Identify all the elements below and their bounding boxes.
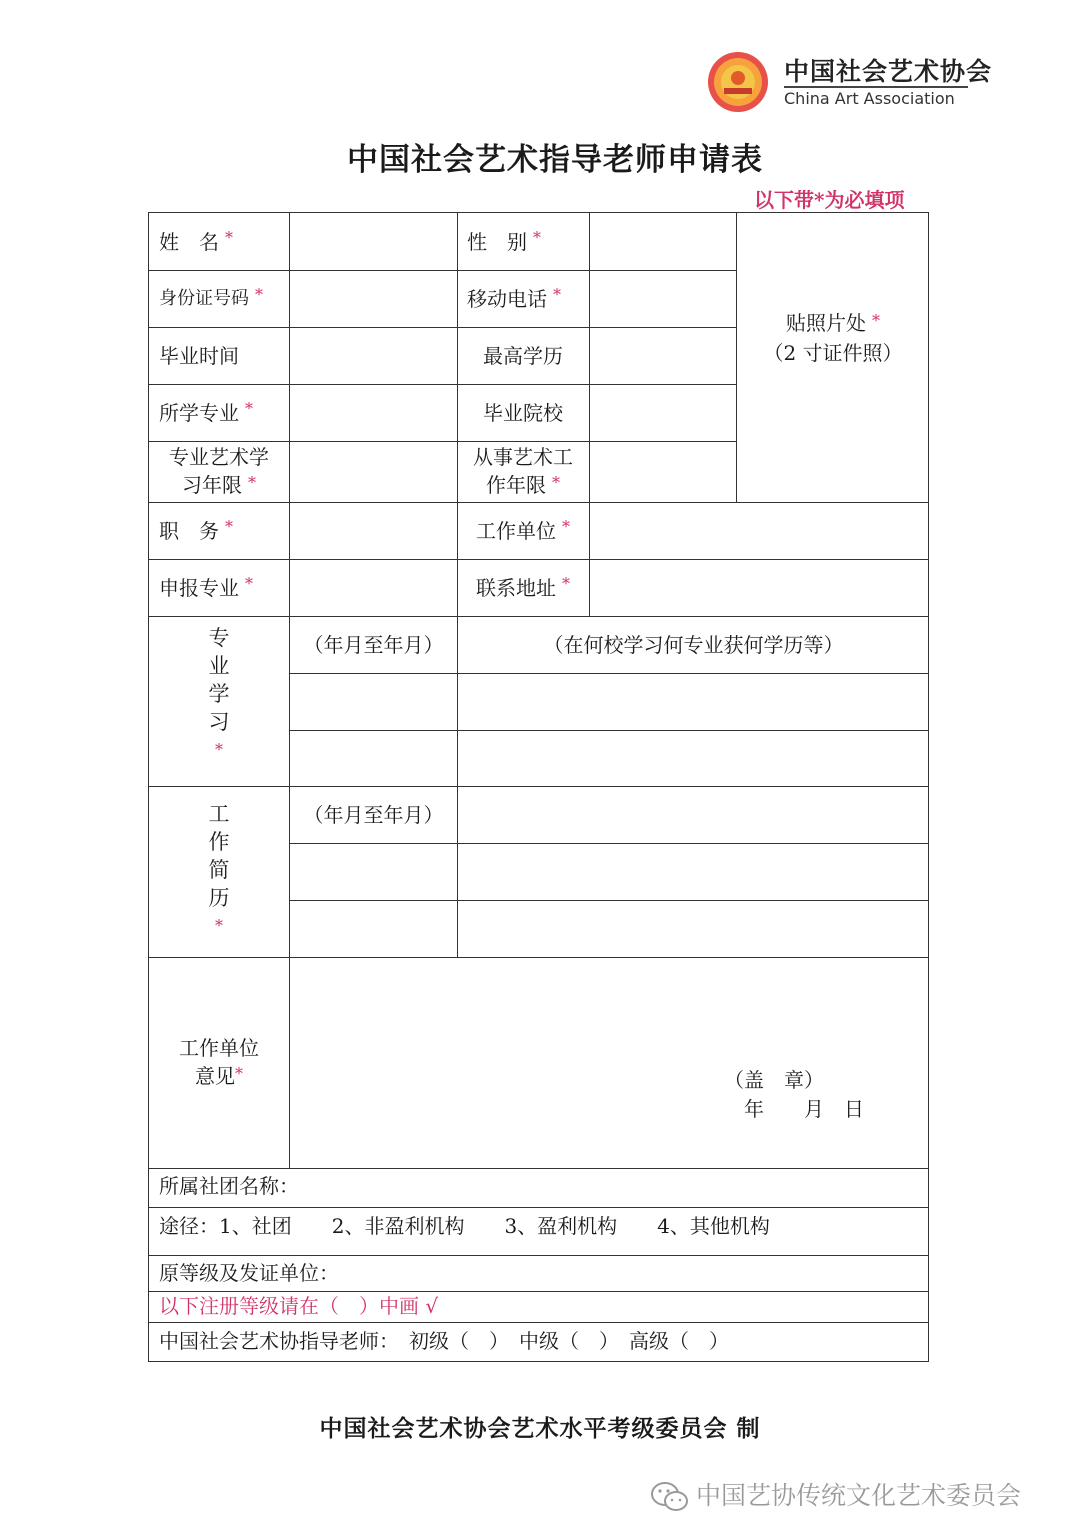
opinion-input[interactable] (290, 957, 929, 1168)
logo-english-name: China Art Association (784, 89, 955, 108)
photo-label: 贴照片处 (786, 310, 866, 335)
issuer-footer: 中国社会艺术协会艺术水平考级委员会 制 (319, 1415, 761, 1442)
work-detail-input[interactable] (458, 900, 929, 957)
photo-area[interactable]: 贴照片处 * （2 寸证件照） (763, 310, 903, 365)
study-detail-input[interactable] (458, 730, 929, 786)
art-work-years-input[interactable] (590, 441, 736, 502)
seal-emblem-icon (706, 50, 770, 114)
major-input[interactable] (290, 384, 457, 441)
art-study-years-input[interactable] (290, 441, 457, 502)
logo-divider (784, 86, 968, 88)
education-input[interactable] (590, 327, 736, 384)
work-section-label: 工 作 简 历 * (208, 802, 230, 935)
name-label: 姓 名 * (159, 227, 233, 254)
work-unit-label: 工作单位 * (476, 516, 570, 543)
education-label: 最高学历 (483, 343, 563, 368)
address-input[interactable] (590, 559, 929, 616)
opinion-label: 工作单位 意见* (179, 1035, 259, 1088)
grad-time-input[interactable] (290, 327, 457, 384)
required-note: 以下带*为必填项 (754, 188, 905, 212)
study-section-label: 专 业 学 习 * (208, 626, 230, 759)
apply-major-input[interactable] (290, 559, 457, 616)
study-period-header: （年月至年月） (303, 632, 444, 657)
level-options[interactable]: 中国社会艺术协指导老师： 初级（ ） 中级（ ） 高级（ ） (159, 1329, 729, 1353)
work-period-input[interactable] (290, 900, 457, 957)
gender-label: 性 别 * (467, 227, 541, 254)
address-label: 联系地址 * (476, 573, 570, 600)
association-logo (706, 50, 993, 114)
mobile-label: 移动电话 * (467, 284, 561, 311)
study-detail-input[interactable] (458, 673, 929, 730)
watermark (650, 1476, 1021, 1513)
position-input[interactable] (290, 502, 457, 559)
school-label: 毕业院校 (483, 400, 563, 425)
date-label: 年 月 日 (744, 1097, 864, 1121)
grad-time-label: 毕业时间 (159, 343, 239, 368)
id-number-label: 身份证号码 * (159, 284, 263, 309)
study-detail-header: （在何校学习何专业获何学历等） (543, 632, 844, 657)
position-label: 职 务 * (159, 516, 233, 543)
art-work-years-label: 从事艺术工 作年限 * (473, 444, 573, 497)
seal-label: （盖 章） (724, 1068, 824, 1092)
original-level-label: 原等级及发证单位： (159, 1261, 339, 1285)
name-input[interactable] (290, 213, 457, 270)
art-study-years-label: 专业艺术学 习年限 * (169, 444, 269, 497)
school-input[interactable] (590, 384, 736, 441)
register-note: 以下注册等级请在（ ）中画 √ (159, 1294, 439, 1318)
apply-major-label: 申报专业 * (159, 573, 253, 600)
mobile-input[interactable] (590, 270, 736, 327)
id-number-input[interactable] (290, 270, 457, 327)
application-form (148, 212, 929, 1362)
work-detail-input[interactable] (458, 786, 929, 843)
channel-options[interactable]: 途径：1、社团 2、非盈利机构 3、盈利机构 4、其他机构 (159, 1214, 770, 1238)
watermark-text: 中国艺协传统文化艺术委员会 (696, 1481, 1022, 1510)
form-title: 中国社会艺术指导老师申请表 (347, 142, 763, 178)
work-period-input[interactable] (290, 843, 457, 900)
org-name-label: 所属社团名称： (159, 1174, 299, 1198)
study-period-input[interactable] (290, 673, 457, 730)
major-label: 所学专业 * (159, 398, 253, 425)
photo-size-note: （2 寸证件照） (763, 340, 903, 365)
gender-input[interactable] (590, 213, 736, 270)
work-period-header: （年月至年月） (303, 802, 444, 827)
logo-chinese-name: 中国社会艺术协会 (784, 57, 993, 86)
study-period-input[interactable] (290, 730, 457, 786)
work-detail-input[interactable] (458, 843, 929, 900)
work-unit-input[interactable] (590, 502, 929, 559)
wechat-icon (650, 1481, 690, 1513)
